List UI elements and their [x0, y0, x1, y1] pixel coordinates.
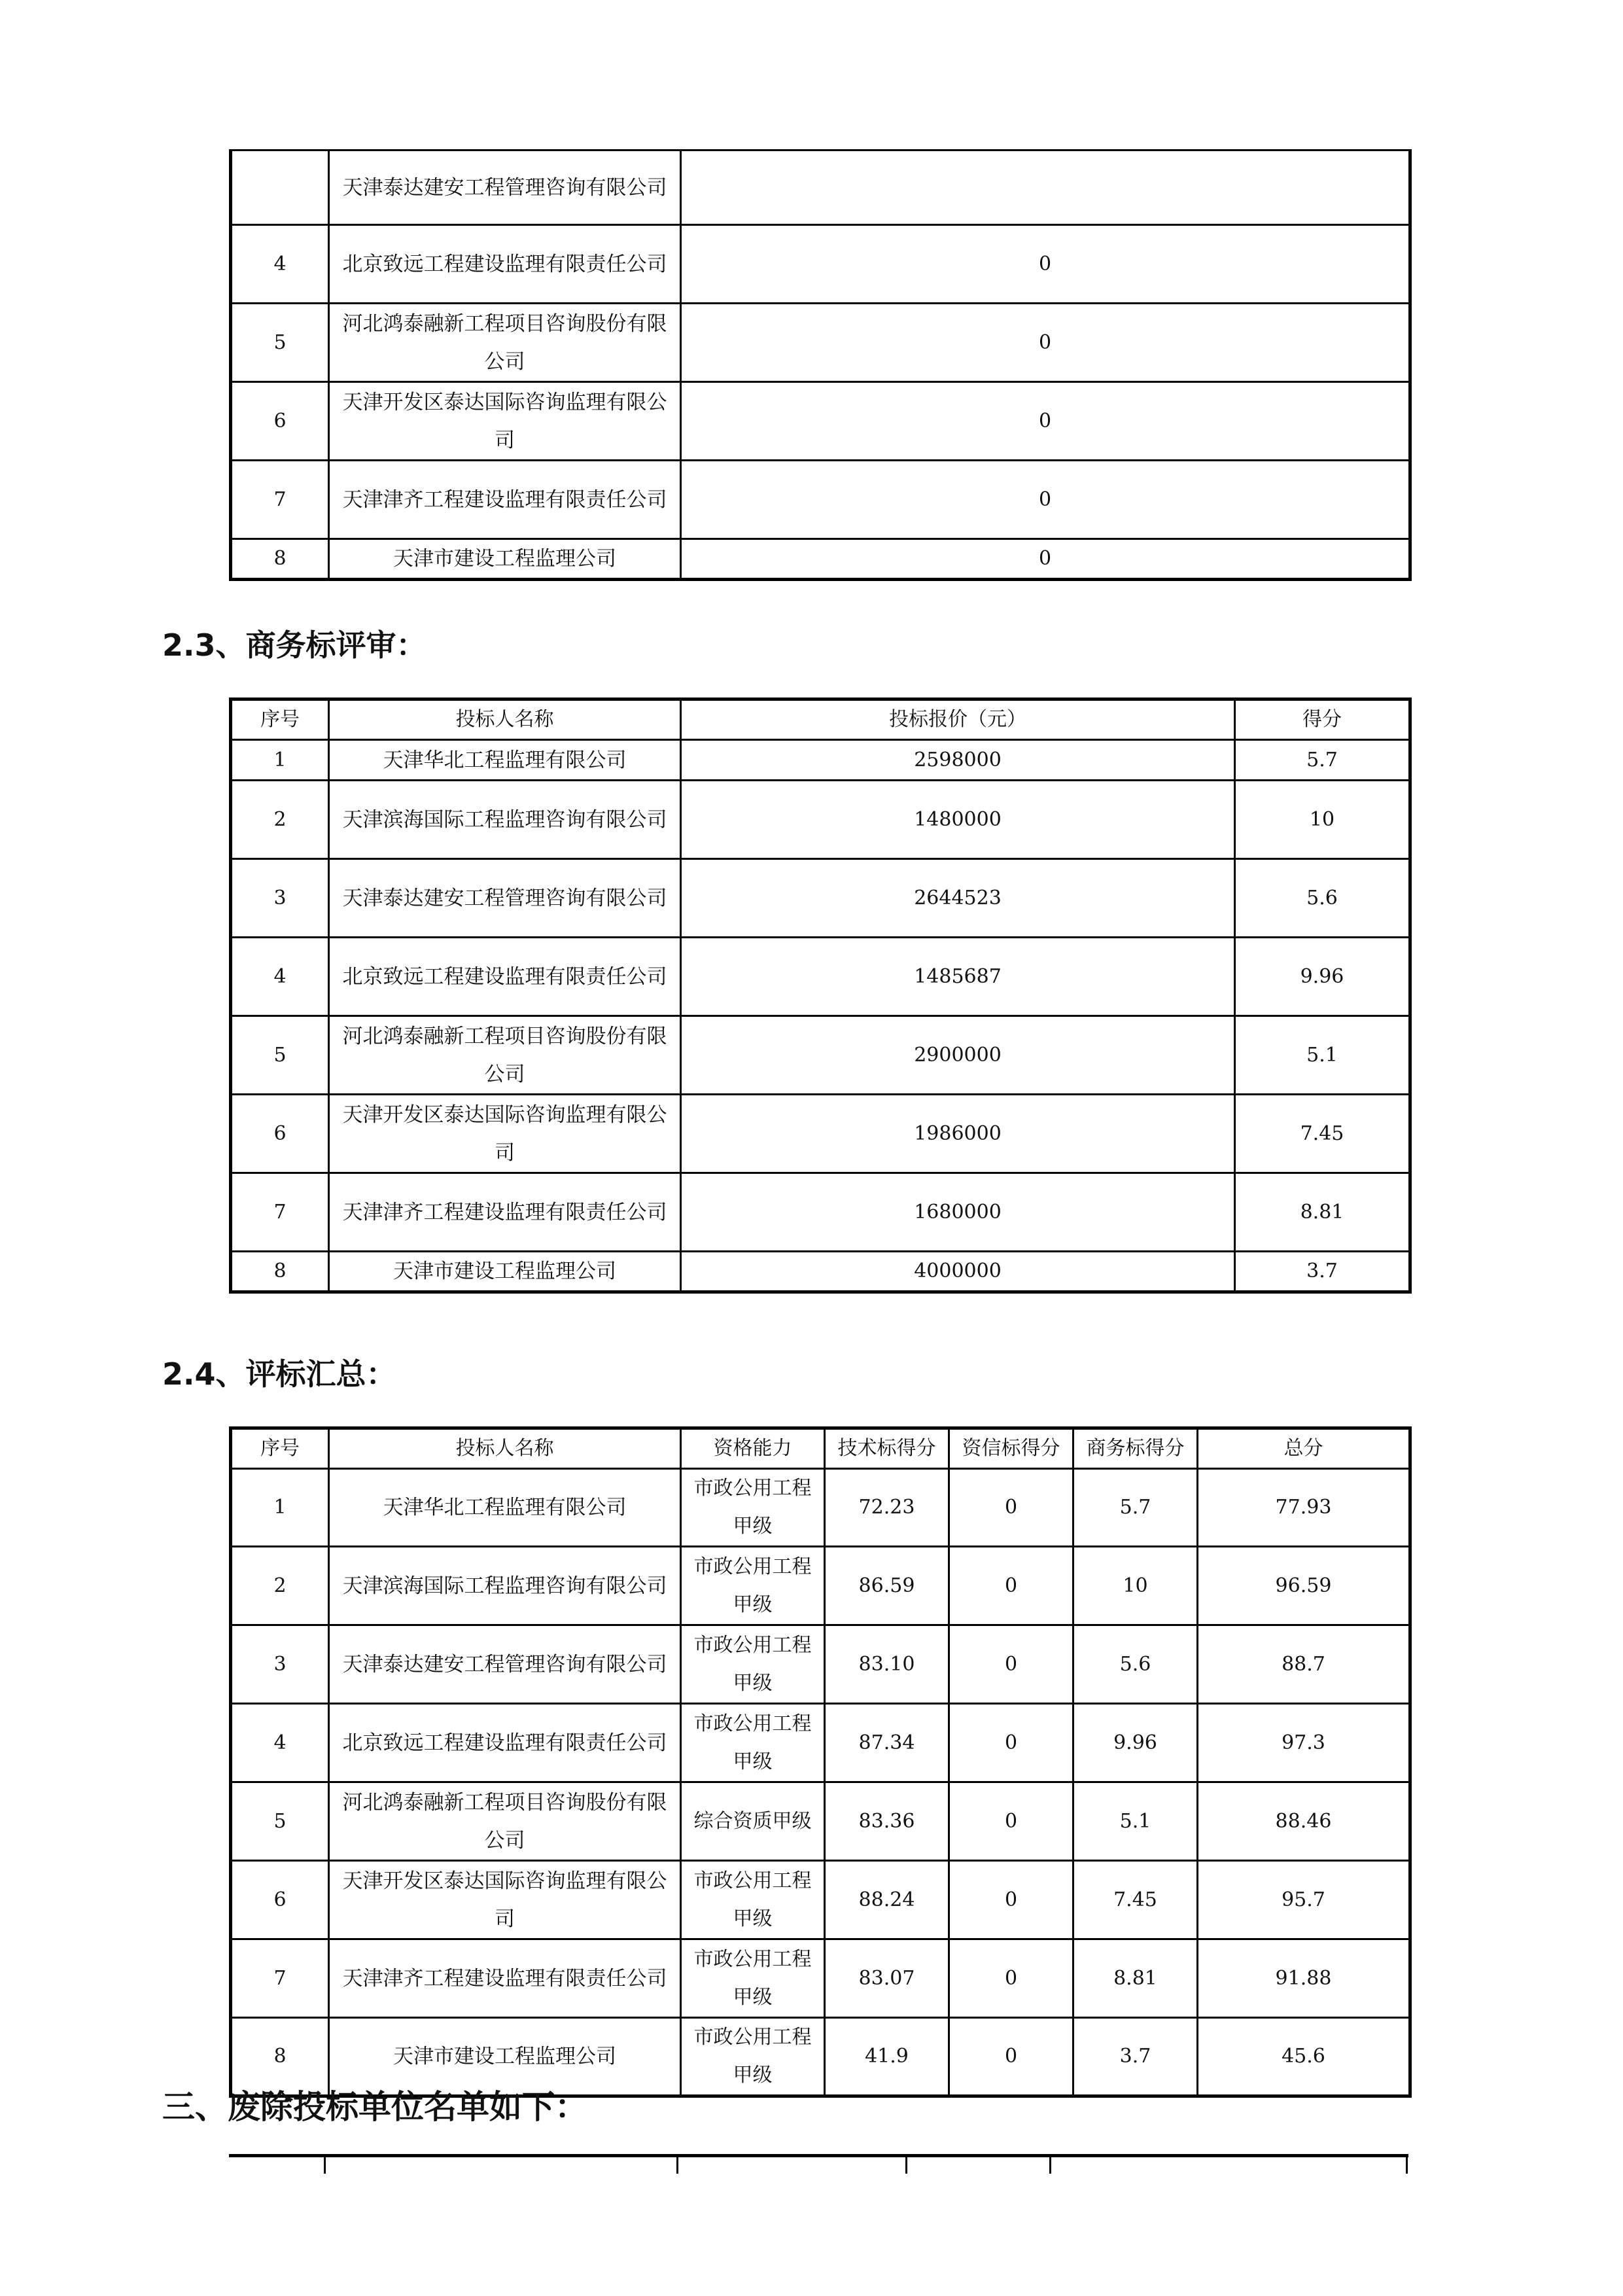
total-score: 96.59 — [1198, 1547, 1410, 1625]
bidder-name: 北京致远工程建设监理有限责任公司 — [329, 938, 681, 1016]
row-number: 4 — [231, 225, 329, 304]
header-qualification: 资格能力 — [681, 1428, 825, 1469]
row-number: 6 — [231, 1861, 329, 1939]
table-row — [231, 1095, 1410, 1173]
tech-score — [681, 150, 1410, 225]
bidder-name: 天津市建设工程监理公司 — [329, 1252, 681, 1292]
business-score: 9.96 — [1073, 1704, 1198, 1782]
table-row — [231, 461, 1410, 539]
total-score: 95.7 — [1198, 1861, 1410, 1939]
table-row — [231, 1782, 1410, 1861]
qualification: 市政公用工程甲级 — [681, 1469, 825, 1547]
next-table-top-border — [229, 2154, 1408, 2157]
business-score: 5.6 — [1073, 1625, 1198, 1704]
header-credit-score: 资信标得分 — [949, 1428, 1073, 1469]
qualification: 市政公用工程甲级 — [681, 1939, 825, 2018]
table-row — [231, 1016, 1410, 1095]
table-header-row — [231, 699, 1410, 740]
tech-score: 0 — [681, 382, 1410, 461]
bid-price: 2644523 — [681, 859, 1235, 938]
row-number: 7 — [231, 1939, 329, 2018]
tech-score: 83.07 — [825, 1939, 949, 2018]
credit-score: 0 — [949, 1939, 1073, 2018]
tech-score: 83.10 — [825, 1625, 949, 1704]
row-number: 8 — [231, 1252, 329, 1292]
row-number: 6 — [231, 1095, 329, 1173]
table-row — [231, 1939, 1410, 2018]
qualification: 市政公用工程甲级 — [681, 1704, 825, 1782]
bidder-name: 天津开发区泰达国际咨询监理有限公司 — [329, 1861, 681, 1939]
tech-score: 87.34 — [825, 1704, 949, 1782]
table-row — [231, 1173, 1410, 1252]
row-number: 3 — [231, 859, 329, 938]
row-number: 7 — [231, 1173, 329, 1252]
row-number: 4 — [231, 938, 329, 1016]
bidder-name: 北京致远工程建设监理有限责任公司 — [329, 225, 681, 304]
header-score: 得分 — [1235, 699, 1410, 740]
table-row — [231, 1704, 1410, 1782]
header-total: 总分 — [1198, 1428, 1410, 1469]
business-score-table — [229, 698, 1412, 1294]
qualification: 市政公用工程甲级 — [681, 2018, 825, 2096]
bidder-name: 天津津齐工程建设监理有限责任公司 — [329, 1173, 681, 1252]
header-tech-score: 技术标得分 — [825, 1428, 949, 1469]
bidder-name: 天津市建设工程监理公司 — [329, 2018, 681, 2096]
section-3-heading: 三、废除投标单位名单如下： — [162, 2088, 587, 2126]
qualification: 市政公用工程甲级 — [681, 1547, 825, 1625]
table-row — [231, 938, 1410, 1016]
bidder-name: 天津市建设工程监理公司 — [329, 539, 681, 580]
bidder-name: 河北鸿泰融新工程项目咨询股份有限公司 — [329, 1016, 681, 1095]
business-score: 5.1 — [1235, 1016, 1410, 1095]
table-row — [231, 1547, 1410, 1625]
bid-price: 4000000 — [681, 1252, 1235, 1292]
tech-score: 86.59 — [825, 1547, 949, 1625]
section-2-4-heading: 2.4、评标汇总： — [162, 1356, 396, 1392]
table-row — [231, 781, 1410, 859]
business-score: 9.96 — [1235, 938, 1410, 1016]
tech-score: 0 — [681, 461, 1410, 539]
row-number: 8 — [231, 2018, 329, 2096]
tech-score: 0 — [681, 225, 1410, 304]
table-row — [231, 740, 1410, 781]
total-score: 88.7 — [1198, 1625, 1410, 1704]
table-row — [231, 859, 1410, 938]
bidder-name: 天津滨海国际工程监理咨询有限公司 — [329, 781, 681, 859]
business-score: 10 — [1073, 1547, 1198, 1625]
table-row — [231, 1252, 1410, 1292]
total-score: 45.6 — [1198, 2018, 1410, 2096]
qualification: 市政公用工程甲级 — [681, 1861, 825, 1939]
tech-score: 83.36 — [825, 1782, 949, 1861]
evaluation-summary-table — [229, 1426, 1412, 2098]
row-number: 2 — [231, 1547, 329, 1625]
bidder-name: 河北鸿泰融新工程项目咨询股份有限公司 — [329, 304, 681, 382]
row-number: 5 — [231, 1016, 329, 1095]
total-score: 97.3 — [1198, 1704, 1410, 1782]
header-business-score: 商务标得分 — [1073, 1428, 1198, 1469]
bidder-name: 北京致远工程建设监理有限责任公司 — [329, 1704, 681, 1782]
bidder-name: 天津泰达建安工程管理咨询有限公司 — [329, 859, 681, 938]
tech-score-table-continued — [229, 149, 1412, 581]
row-number: 1 — [231, 1469, 329, 1547]
business-score: 8.81 — [1235, 1173, 1410, 1252]
tech-score: 41.9 — [825, 2018, 949, 2096]
header-no: 序号 — [231, 699, 329, 740]
table-row — [231, 382, 1410, 461]
table-header-row — [231, 1428, 1410, 1469]
bid-price: 1485687 — [681, 938, 1235, 1016]
tech-score: 0 — [681, 539, 1410, 580]
table-row — [231, 1861, 1410, 1939]
business-score: 3.7 — [1235, 1252, 1410, 1292]
row-number: 7 — [231, 461, 329, 539]
header-no: 序号 — [231, 1428, 329, 1469]
bidder-name: 天津津齐工程建设监理有限责任公司 — [329, 1939, 681, 2018]
business-score: 8.81 — [1073, 1939, 1198, 2018]
business-score: 3.7 — [1073, 2018, 1198, 2096]
header-name: 投标人名称 — [329, 1428, 681, 1469]
bidder-name: 天津华北工程监理有限公司 — [329, 1469, 681, 1547]
credit-score: 0 — [949, 1547, 1073, 1625]
tech-score: 88.24 — [825, 1861, 949, 1939]
qualification: 市政公用工程甲级 — [681, 1625, 825, 1704]
business-score: 5.7 — [1235, 740, 1410, 781]
tech-score: 72.23 — [825, 1469, 949, 1547]
total-score: 88.46 — [1198, 1782, 1410, 1861]
table-row — [231, 225, 1410, 304]
business-score: 10 — [1235, 781, 1410, 859]
row-number: 4 — [231, 1704, 329, 1782]
business-score: 5.1 — [1073, 1782, 1198, 1861]
header-price: 投标报价（元） — [681, 699, 1235, 740]
credit-score: 0 — [949, 1469, 1073, 1547]
row-number: 3 — [231, 1625, 329, 1704]
table-row — [231, 1625, 1410, 1704]
section-2-3-heading: 2.3、商务标评审： — [162, 627, 427, 663]
bidder-name: 天津开发区泰达国际咨询监理有限公司 — [329, 1095, 681, 1173]
business-score: 7.45 — [1073, 1861, 1198, 1939]
total-score: 91.88 — [1198, 1939, 1410, 2018]
bid-price: 2900000 — [681, 1016, 1235, 1095]
bidder-name: 天津泰达建安工程管理咨询有限公司 — [329, 150, 681, 225]
bidder-name: 天津津齐工程建设监理有限责任公司 — [329, 461, 681, 539]
bidder-name: 天津泰达建安工程管理咨询有限公司 — [329, 1625, 681, 1704]
row-number — [231, 150, 329, 225]
bid-price: 1480000 — [681, 781, 1235, 859]
row-number: 5 — [231, 304, 329, 382]
table-row — [231, 539, 1410, 580]
bidder-name: 河北鸿泰融新工程项目咨询股份有限公司 — [329, 1782, 681, 1861]
bid-price: 2598000 — [681, 740, 1235, 781]
credit-score: 0 — [949, 1861, 1073, 1939]
credit-score: 0 — [949, 2018, 1073, 2096]
qualification: 综合资质甲级 — [681, 1782, 825, 1861]
row-number: 6 — [231, 382, 329, 461]
row-number: 2 — [231, 781, 329, 859]
table-row — [231, 1469, 1410, 1547]
credit-score: 0 — [949, 1782, 1073, 1861]
business-score: 5.6 — [1235, 859, 1410, 938]
credit-score: 0 — [949, 1704, 1073, 1782]
bidder-name: 天津滨海国际工程监理咨询有限公司 — [329, 1547, 681, 1625]
bidder-name: 天津华北工程监理有限公司 — [329, 740, 681, 781]
table-row — [231, 304, 1410, 382]
credit-score: 0 — [949, 1625, 1073, 1704]
bidder-name: 天津开发区泰达国际咨询监理有限公司 — [329, 382, 681, 461]
bid-price: 1680000 — [681, 1173, 1235, 1252]
table-row — [231, 150, 1410, 225]
bid-price: 1986000 — [681, 1095, 1235, 1173]
business-score: 5.7 — [1073, 1469, 1198, 1547]
tech-score: 0 — [681, 304, 1410, 382]
total-score: 77.93 — [1198, 1469, 1410, 1547]
header-name: 投标人名称 — [329, 699, 681, 740]
row-number: 5 — [231, 1782, 329, 1861]
row-number: 8 — [231, 539, 329, 580]
business-score: 7.45 — [1235, 1095, 1410, 1173]
row-number: 1 — [231, 740, 329, 781]
